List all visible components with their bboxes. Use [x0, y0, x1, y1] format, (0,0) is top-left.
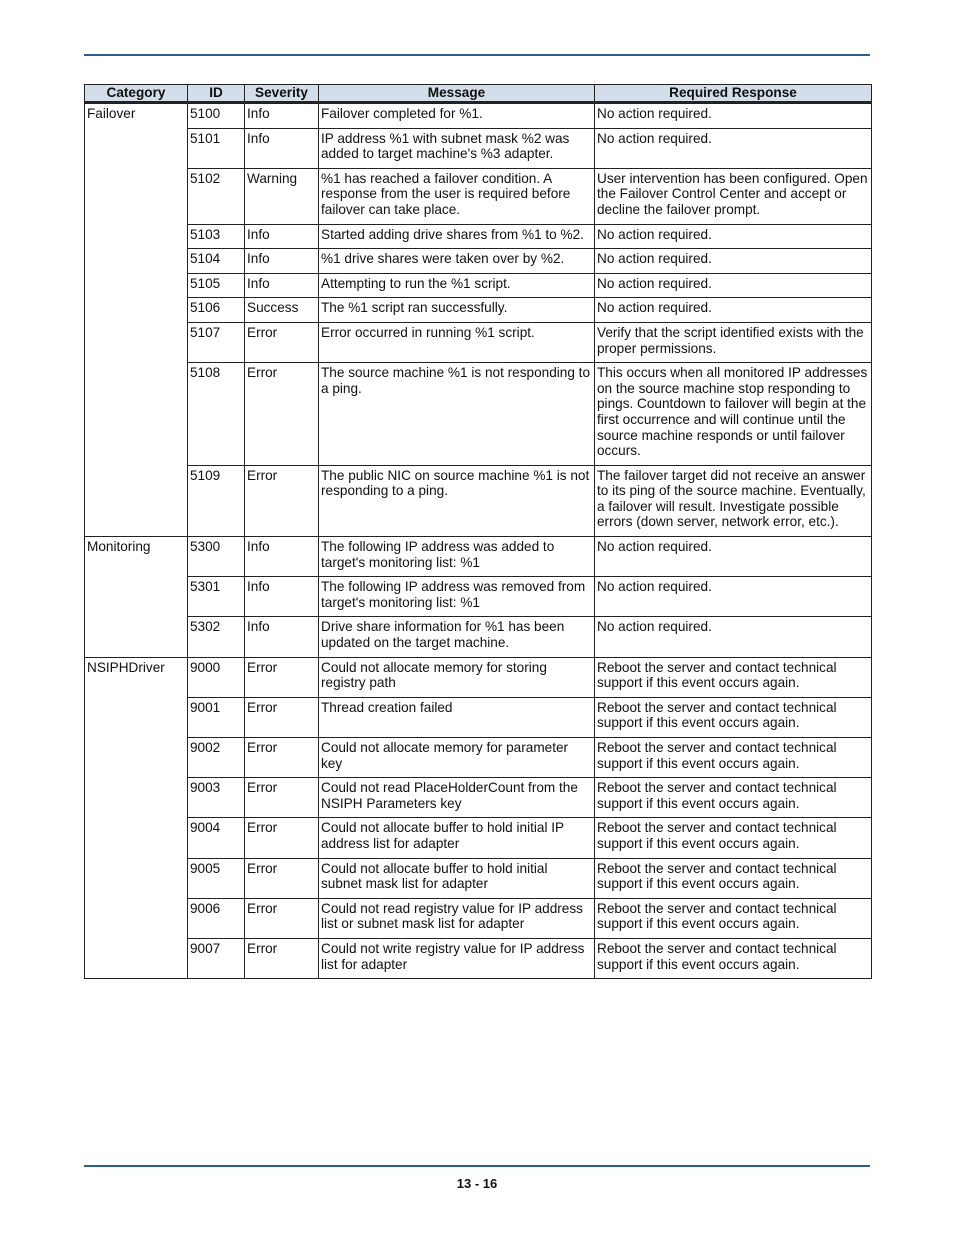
column-header-severity: Severity [245, 85, 319, 103]
severity-cell: Info [245, 249, 319, 274]
event-id-cell: 9007 [188, 938, 245, 978]
severity-cell: Error [245, 322, 319, 362]
table-row [85, 697, 872, 737]
severity-cell: Info [245, 617, 319, 657]
required-response-cell: Reboot the server and contact technical support if this event occurs again. [595, 818, 872, 858]
event-id-cell: 9000 [188, 657, 245, 697]
event-id-cell: 5107 [188, 322, 245, 362]
event-id-cell: 5106 [188, 298, 245, 323]
message-cell: Error occurred in running %1 script. [319, 322, 595, 362]
event-id-cell: 5300 [188, 537, 245, 577]
required-response-cell: No action required. [595, 298, 872, 323]
required-response-cell: No action required. [595, 617, 872, 657]
required-response-cell: Reboot the server and contact technical support if this event occurs again. [595, 778, 872, 818]
message-cell: Started adding drive shares from %1 to %2. [319, 224, 595, 249]
table-row [85, 738, 872, 778]
required-response-cell: No action required. [595, 128, 872, 168]
table-row [85, 273, 872, 298]
event-id-cell: 5103 [188, 224, 245, 249]
category-cell: NSIPHDriver [85, 657, 188, 979]
category-cell: Monitoring [85, 537, 188, 658]
header-rule [84, 54, 870, 56]
required-response-cell: The failover target did not receive an answer to its ping of the source machine. Eventually, a failover will result. Investigate possible errors (down server, network error, etc.). [595, 465, 872, 536]
event-messages-table [84, 84, 872, 979]
severity-cell: Info [245, 537, 319, 577]
severity-cell: Warning [245, 168, 319, 224]
footer-rule [84, 1165, 870, 1167]
message-cell: %1 drive shares were taken over by %2. [319, 249, 595, 274]
table-row [85, 818, 872, 858]
severity-cell: Error [245, 657, 319, 697]
message-cell: Drive share information for %1 has been updated on the target machine. [319, 617, 595, 657]
event-id-cell: 9001 [188, 697, 245, 737]
message-cell: Thread creation failed [319, 697, 595, 737]
event-id-cell: 9003 [188, 778, 245, 818]
event-id-cell: 9005 [188, 858, 245, 898]
severity-cell: Error [245, 697, 319, 737]
table-row [85, 298, 872, 323]
event-id-cell: 9004 [188, 818, 245, 858]
required-response-cell: No action required. [595, 224, 872, 249]
table-row [85, 128, 872, 168]
message-cell: IP address %1 with subnet mask %2 was added to target machine's %3 adapter. [319, 128, 595, 168]
required-response-cell: Reboot the server and contact technical support if this event occurs again. [595, 858, 872, 898]
severity-cell: Error [245, 778, 319, 818]
required-response-cell: No action required. [595, 537, 872, 577]
severity-cell: Info [245, 103, 319, 129]
table-row [85, 778, 872, 818]
table-row [85, 103, 872, 129]
severity-cell: Error [245, 738, 319, 778]
severity-cell: Error [245, 898, 319, 938]
severity-cell: Error [245, 858, 319, 898]
required-response-cell: No action required. [595, 249, 872, 274]
message-cell: The following IP address was added to target's monitoring list: %1 [319, 537, 595, 577]
message-cell: Could not allocate memory for storing registry path [319, 657, 595, 697]
required-response-cell: No action required. [595, 273, 872, 298]
required-response-cell: Reboot the server and contact technical support if this event occurs again. [595, 738, 872, 778]
column-header-message: Message [319, 85, 595, 103]
required-response-cell: Verify that the script identified exists with the proper permissions. [595, 322, 872, 362]
table-body [85, 103, 872, 979]
table-row [85, 657, 872, 697]
page-number: 13 - 16 [456, 1176, 498, 1191]
table-row [85, 938, 872, 978]
table-header [85, 85, 872, 103]
table-row [85, 577, 872, 617]
required-response-cell: Reboot the server and contact technical support if this event occurs again. [595, 657, 872, 697]
severity-cell: Error [245, 818, 319, 858]
table-row [85, 322, 872, 362]
message-cell: Could not write registry value for IP address list for adapter [319, 938, 595, 978]
message-cell: The %1 script ran successfully. [319, 298, 595, 323]
severity-cell: Success [245, 298, 319, 323]
message-cell: Could not allocate memory for parameter key [319, 738, 595, 778]
required-response-cell: No action required. [595, 103, 872, 129]
category-cell: Failover [85, 103, 188, 537]
message-cell: Could not allocate buffer to hold initial IP address list for adapter [319, 818, 595, 858]
required-response-cell: No action required. [595, 577, 872, 617]
severity-cell: Info [245, 128, 319, 168]
table-row [85, 168, 872, 224]
event-id-cell: 5302 [188, 617, 245, 657]
message-cell: Could not read registry value for IP address list or subnet mask list for adapter [319, 898, 595, 938]
event-id-cell: 5105 [188, 273, 245, 298]
required-response-cell: Reboot the server and contact technical support if this event occurs again. [595, 898, 872, 938]
severity-cell: Info [245, 577, 319, 617]
column-header-id: ID [188, 85, 245, 103]
header-row [85, 85, 872, 103]
table-row [85, 858, 872, 898]
message-cell: Could not allocate buffer to hold initial subnet mask list for adapter [319, 858, 595, 898]
severity-cell: Error [245, 363, 319, 466]
required-response-cell: Reboot the server and contact technical support if this event occurs again. [595, 938, 872, 978]
severity-cell: Error [245, 465, 319, 536]
event-id-cell: 9006 [188, 898, 245, 938]
table-row [85, 363, 872, 466]
message-cell: The public NIC on source machine %1 is not responding to a ping. [319, 465, 595, 536]
event-id-cell: 5104 [188, 249, 245, 274]
event-id-cell: 5100 [188, 103, 245, 129]
required-response-cell: Reboot the server and contact technical support if this event occurs again. [595, 697, 872, 737]
event-id-cell: 5102 [188, 168, 245, 224]
event-id-cell: 5101 [188, 128, 245, 168]
event-id-cell: 5109 [188, 465, 245, 536]
column-header-required-response: Required Response [595, 85, 872, 103]
severity-cell: Info [245, 224, 319, 249]
required-response-cell: User intervention has been configured. Open the Failover Control Center and accept or decline the failover prompt. [595, 168, 872, 224]
message-cell: Attempting to run the %1 script. [319, 273, 595, 298]
column-header-category: Category [85, 85, 188, 103]
required-response-cell: This occurs when all monitored IP addresses on the source machine stop responding to pings. Countdown to failover will begin at the first occurrence and will continue until the source machine responds or until failover occurs. [595, 363, 872, 466]
event-id-cell: 9002 [188, 738, 245, 778]
table-row [85, 224, 872, 249]
message-cell: %1 has reached a failover condition. A response from the user is required before failover can take place. [319, 168, 595, 224]
table-row [85, 249, 872, 274]
table-row [85, 465, 872, 536]
table-row [85, 537, 872, 577]
message-cell: Failover completed for %1. [319, 103, 595, 129]
message-cell: Could not read PlaceHolderCount from the NSIPH Parameters key [319, 778, 595, 818]
event-id-cell: 5301 [188, 577, 245, 617]
severity-cell: Error [245, 938, 319, 978]
table-row [85, 617, 872, 657]
event-id-cell: 5108 [188, 363, 245, 466]
severity-cell: Info [245, 273, 319, 298]
message-cell: The source machine %1 is not responding to a ping. [319, 363, 595, 466]
table-row [85, 898, 872, 938]
message-cell: The following IP address was removed from target's monitoring list: %1 [319, 577, 595, 617]
